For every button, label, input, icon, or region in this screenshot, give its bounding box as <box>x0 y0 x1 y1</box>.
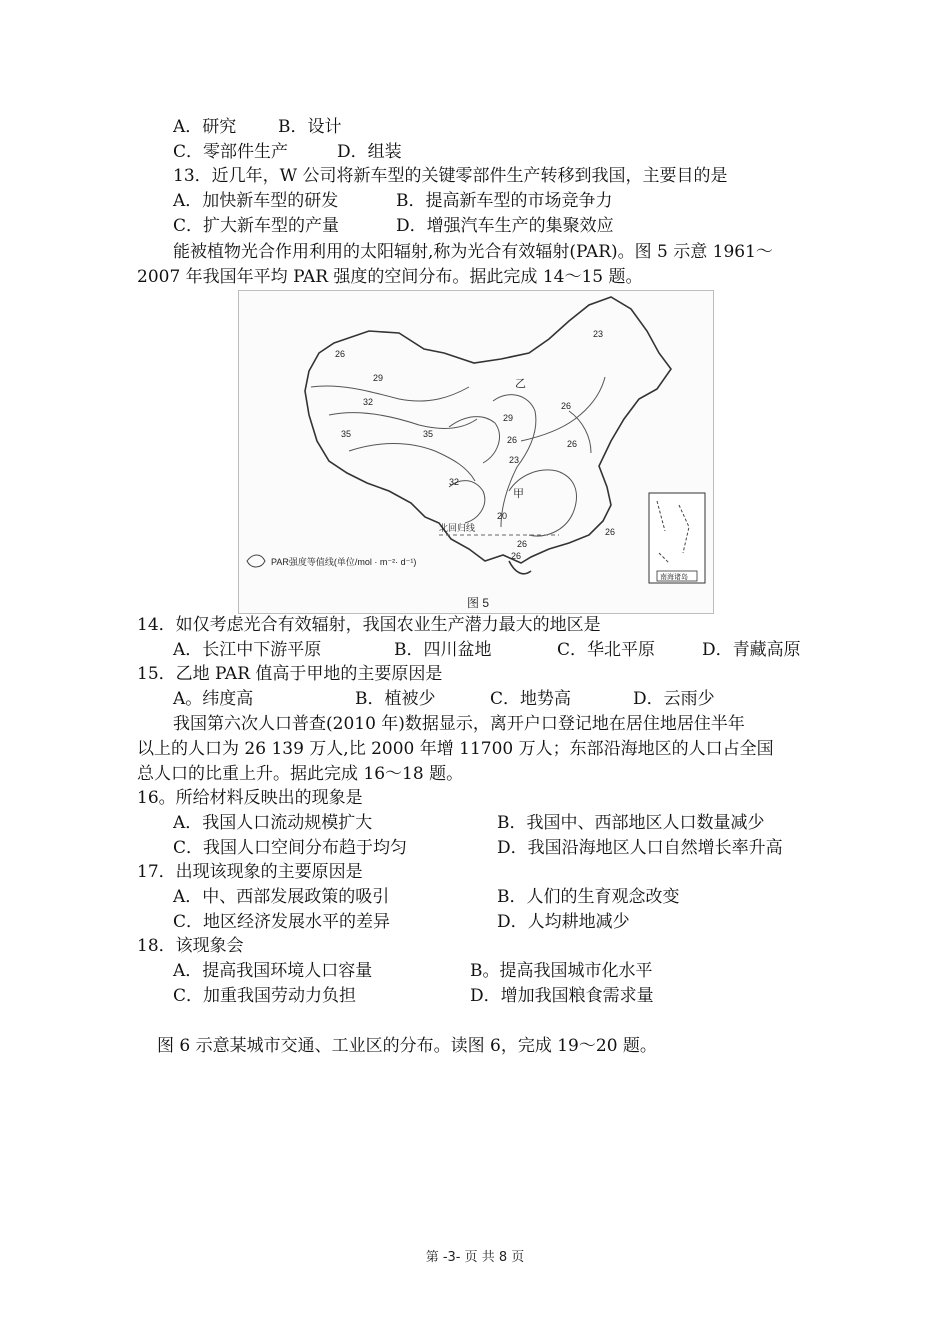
q17-stem: 17．出现该现象的主要原因是 <box>137 862 363 882</box>
page-footer: 第 -3- 页 共 8 页 <box>425 1250 525 1265</box>
q12-option-c: C．零部件生产 <box>173 142 289 162</box>
q18-option-b: B。提高我国城市化水平 <box>470 961 653 981</box>
isoline-label-29: 29 <box>373 373 384 383</box>
q15-option-b: B．植被少 <box>355 689 436 709</box>
q16-option-b: B．我国中、西部地区人口数量减少 <box>497 813 765 833</box>
q17-option-c: C．地区经济发展水平的差异 <box>173 912 391 932</box>
par-map-svg <box>239 291 713 613</box>
par-intro-line1: 能被植物光合作用利用的太阳辐射,称为光合有效辐射(PAR)。图 5 示意 1961～ <box>173 242 773 262</box>
par-intro-line2: 2007 年我国年平均 PAR 强度的空间分布。据此完成 14～15 题。 <box>137 267 643 287</box>
q14-option-a: A．长江中下游平原 <box>173 640 322 660</box>
figure-5-map <box>238 290 714 614</box>
legend <box>247 555 416 567</box>
q14-option-c: C．华北平原 <box>557 640 656 660</box>
q15-option-a: A。纬度高 <box>173 689 254 709</box>
isoline-label-23b: 23 <box>509 455 520 465</box>
q14-option-b: B．四川盆地 <box>394 640 492 660</box>
inset-label: 南海诸岛 <box>660 574 688 581</box>
isoline-label-26a: 26 <box>335 349 346 359</box>
isoline-label-26d: 26 <box>567 439 578 449</box>
q14-option-d: D．青藏高原 <box>702 640 801 660</box>
figure-caption: 图 5 <box>467 596 490 610</box>
q18-option-c: C．加重我国劳动力负担 <box>173 986 357 1006</box>
isoline-label-32a: 32 <box>363 397 374 407</box>
isoline-label-29b: 29 <box>503 413 514 423</box>
q13-option-c: C．扩大新车型的产量 <box>173 216 340 236</box>
isoline-label-26c: 26 <box>561 401 572 411</box>
q17-option-d: D．人均耕地减少 <box>497 912 630 932</box>
location-yi: 乙 <box>515 378 526 390</box>
china-outline <box>305 297 671 574</box>
census-intro-line1: 我国第六次人口普查(2010 年)数据显示，离开户口登记地在居住地居住半年 <box>173 714 745 734</box>
q15-option-d: D．云雨少 <box>633 689 715 709</box>
q18-option-d: D．增加我国粮食需求量 <box>470 986 654 1006</box>
location-jia: 甲 <box>513 488 524 500</box>
isoline-label-26f: 26 <box>511 551 522 561</box>
fig6-intro: 图 6 示意某城市交通、工业区的分布。读图 6，完成 19～20 题。 <box>157 1036 657 1056</box>
isoline-label-35a: 35 <box>341 429 352 439</box>
census-intro-line2: 以上的人口为 26 139 万人,比 2000 年增 11700 万人；东部沿海地区的人口占全国 <box>137 739 774 759</box>
inset-frame <box>649 493 705 583</box>
q13-stem: 13．近几年，W 公司将新车型的关键零部件生产转移到我国，主要目的是 <box>173 166 728 186</box>
q14-stem: 14．如仅考虑光合有效辐射，我国农业生产潜力最大的地区是 <box>137 615 601 635</box>
isoline-label-23a: 23 <box>593 329 604 339</box>
q12-option-d: D．组装 <box>337 142 402 162</box>
tropic-label: 北回归线 <box>439 523 476 533</box>
isoline-label-32b: 32 <box>449 477 460 487</box>
isoline-label-35b: 35 <box>423 429 434 439</box>
q17-option-b: B．人们的生育观念改变 <box>497 887 680 907</box>
q18-option-a: A．提高我国环境人口容量 <box>173 961 373 981</box>
q16-option-c: C．我国人口空间分布趋于均匀 <box>173 838 408 858</box>
q16-stem: 16。所给材料反映出的现象是 <box>137 788 363 808</box>
isoline-label-26b: 26 <box>507 435 518 445</box>
q16-option-d: D．我国沿海地区人口自然增长率升高 <box>497 838 783 858</box>
q17-option-a: A．中、西部发展政策的吸引 <box>173 887 390 907</box>
south-china-sea-inset <box>649 493 705 583</box>
census-intro-line3: 总人口的比重上升。据此完成 16～18 题。 <box>137 764 464 784</box>
isoline-label-26e: 26 <box>517 539 528 549</box>
q15-stem: 15．乙地 PAR 值高于甲地的主要原因是 <box>137 664 443 684</box>
q16-option-a: A．我国人口流动规模扩大 <box>173 813 373 833</box>
legend-text: PAR强度等值线(单位/mol · m⁻²· d⁻¹) <box>271 557 417 567</box>
q13-option-b: B．提高新车型的市场竞争力 <box>396 191 613 211</box>
isoline-label-26g: 26 <box>605 527 616 537</box>
q12-option-b: B．设计 <box>278 117 342 137</box>
q15-option-c: C．地势高 <box>490 689 572 709</box>
q12-option-a: A．研究 <box>173 117 237 137</box>
q18-stem: 18．该现象会 <box>137 936 244 956</box>
isoline-label-20: 20 <box>497 511 508 521</box>
q13-option-a: A．加快新车型的研发 <box>173 191 339 211</box>
legend-isoline-symbol <box>247 555 265 567</box>
q13-option-d: D．增强汽车生产的集聚效应 <box>396 216 614 236</box>
